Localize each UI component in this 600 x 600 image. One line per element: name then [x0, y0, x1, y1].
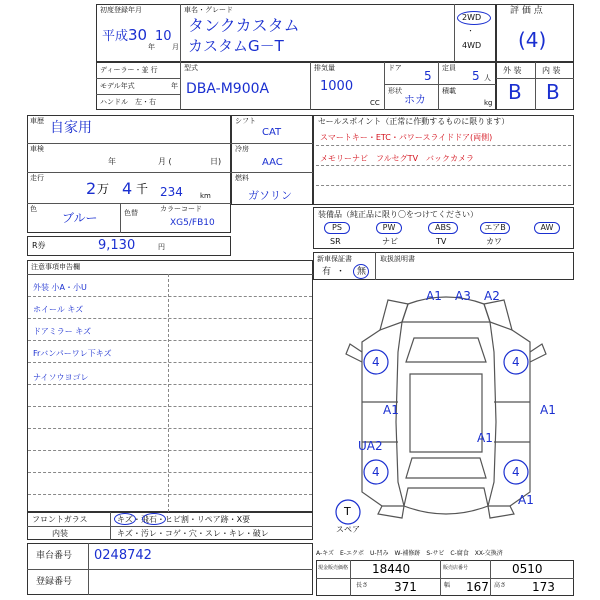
exterior-label: 外 装 [503, 66, 522, 75]
fuel-value: ガソリン [248, 189, 292, 202]
mark-tire-front-left: 4 [372, 355, 380, 369]
mark-roof: A1 [477, 431, 493, 445]
bottom-value-1: 18440 [372, 562, 411, 576]
spare-label: スペア [336, 525, 360, 534]
drive-4wd: 4WD [462, 41, 482, 50]
month-value: 10 [155, 29, 172, 44]
cc-unit: CC [370, 99, 380, 107]
era-value: 平成 [102, 29, 129, 44]
first-reg-label: 初度登録年月 [100, 6, 142, 14]
car-name-value: タンクカスタム [188, 16, 300, 35]
mark-tire-rear-right: 4 [512, 465, 520, 479]
equip-airbag: エアB [480, 222, 510, 234]
type-value: DBA-M900A [186, 81, 270, 97]
year-value: 30 [128, 26, 148, 44]
warranty-yes: 有 [322, 267, 332, 277]
load-label: 積載 [442, 87, 456, 95]
grade-value: カスタムG－T [188, 37, 284, 55]
recycle-label: R券 [32, 241, 46, 250]
sales-title: セールスポイント（正常に作動するものに限ります） [318, 117, 510, 126]
mark-front-center: A3 [455, 289, 471, 303]
fuel-label: 燃料 [235, 174, 249, 182]
width-label: 幅 [444, 582, 451, 589]
capacity-value: 5 [472, 69, 480, 83]
note-line-1: 外装 小A・小U [33, 283, 87, 292]
door-value: 5 [424, 69, 432, 83]
shape-value: ホカ [404, 93, 426, 106]
shift-value: CAT [262, 127, 282, 138]
notes-title: 注意事項申告欄 [31, 263, 80, 271]
color-code-label: カラーコード [160, 205, 202, 213]
inspection-label: 車検 [30, 145, 44, 153]
capacity-label: 定員 [442, 64, 456, 72]
equip-pw: PW [376, 222, 402, 234]
regno-label: 登録番号 [36, 577, 73, 587]
model-year-unit: 年 [171, 82, 178, 90]
score-label: 評 価 点 [510, 6, 543, 16]
ac-label: 冷房 [235, 145, 249, 153]
damage-legend: A-キズ E-エクボ U-凹み W-補修跡 S-サビ C-腐食 XX-交換済 [316, 550, 503, 557]
interior-label: 内 装 [542, 66, 561, 75]
mark-right-door: A1 [540, 403, 556, 417]
drive-2wd: 2WD [462, 13, 482, 22]
mark-left-door: A1 [383, 403, 399, 417]
equip-leather: カワ [486, 237, 502, 246]
equip-sr: SR [330, 237, 341, 246]
carno-label: 車台番号 [36, 551, 73, 561]
equip-aw: AW [534, 222, 560, 234]
use-label: 車歴 [30, 117, 44, 125]
interior-label: 内装 [52, 529, 68, 538]
mileage-1k: 4 [122, 179, 133, 198]
handle-label: ハンドル 左・右 [100, 98, 156, 106]
bottom-value-2: 0510 [512, 562, 543, 576]
dealer-label: ディーラー・並 行 [100, 66, 158, 74]
color-value: ブルー [62, 211, 98, 225]
warranty-box [313, 252, 574, 280]
height-value: 173 [532, 580, 555, 594]
inspection-month: 月 ( [158, 157, 172, 166]
km-unit: km [200, 192, 211, 200]
car-name-label: 車名・グレード [184, 6, 233, 14]
drive-dot: ・ [467, 27, 474, 35]
windshield-tobiishi-circle [142, 513, 166, 525]
month-suffix: 月 [172, 43, 179, 51]
height-label: 高さ [494, 582, 507, 589]
mark-left-rear-door: UA2 [358, 439, 383, 453]
equip-tv: TV [436, 237, 447, 246]
note-line-2: ホイール キズ [33, 305, 84, 314]
carno-value: 0248742 [94, 548, 152, 563]
mark-tire-front-right: 4 [512, 355, 520, 369]
mark-front-right: A2 [484, 289, 500, 303]
displacement-label: 排気量 [314, 64, 335, 72]
score-value: (4) [518, 28, 547, 52]
recycle-unit: 円 [158, 243, 165, 251]
inspection-day: 日) [210, 157, 222, 166]
warranty-selected: 無 [357, 267, 367, 277]
note-line-4: Frバンパーワレ下キズ [33, 349, 112, 358]
mileage-label: 走行 [30, 174, 44, 182]
shift-label: シフト [235, 117, 256, 125]
ac-value: AAC [262, 157, 283, 168]
price-label: 現金販売価格 [318, 565, 349, 571]
interior-options: キズ・汚レ・コゲ・穴・スレ・キレ・破レ [117, 529, 269, 538]
notes-box [27, 260, 313, 512]
color-no-label: 色替 [124, 209, 138, 217]
width-value: 167 [466, 580, 489, 594]
color-label: 色 [30, 205, 37, 213]
load-unit: kg [484, 99, 493, 107]
mileage-10k: 2 [86, 179, 97, 198]
windshield-label: フロントガラス [32, 515, 88, 524]
equip-abs: ABS [428, 222, 458, 234]
use-value: 自家用 [50, 120, 92, 136]
year-suffix: 年 [148, 43, 155, 51]
equip-ps: PS [324, 222, 350, 234]
spare-tire-mark: T [344, 505, 351, 518]
windshield-options: キズ・飛石・ヒビ割・リペア跡・X要 [117, 515, 251, 524]
type-label: 型式 [184, 64, 198, 72]
sen-unit: 千 [136, 182, 149, 196]
note-line-3: ドアミラー キズ [33, 327, 92, 336]
length-value: 371 [394, 580, 417, 594]
dealer-no-label: 販売店番号 [443, 565, 469, 571]
exterior-grade: B [508, 80, 522, 104]
mark-rear-right: A1 [518, 493, 534, 507]
recycle-value: 9,130 [98, 238, 136, 253]
capacity-unit: 人 [484, 74, 491, 82]
equipment-title: 装備品（純正品に限り〇をつけてください） [318, 210, 478, 219]
warranty-label: 新車保証書 [317, 255, 352, 263]
warranty-dot: ・ [336, 267, 346, 277]
sales-line-1: スマートキー・ETC・パワースライドドア(両側) [320, 133, 493, 142]
shape-label: 形状 [388, 87, 402, 95]
manual-label: 取扱説明書 [380, 255, 415, 263]
car-diagram [318, 282, 574, 540]
mileage-rest: 234 [160, 185, 183, 199]
interior-grade: B [546, 80, 560, 104]
model-year-label: モデル年式 [100, 82, 135, 90]
mark-front-left: A1 [426, 289, 442, 303]
displacement-value: 1000 [320, 79, 354, 94]
door-label: ドア [388, 64, 402, 72]
equip-navi: ナビ [382, 237, 398, 246]
color-code: XG5/FB10 [170, 218, 215, 228]
inspection-year: 年 [108, 157, 116, 166]
mark-tire-rear-left: 4 [372, 465, 380, 479]
windshield-kizu-circle [114, 513, 136, 525]
note-line-5: ナイソウヨゴレ [33, 373, 89, 382]
sales-line-2: メモリーナビ フルセグTV バックカメラ [320, 154, 475, 163]
man-unit: 万 [97, 182, 110, 196]
length-label: 長さ [356, 582, 369, 589]
